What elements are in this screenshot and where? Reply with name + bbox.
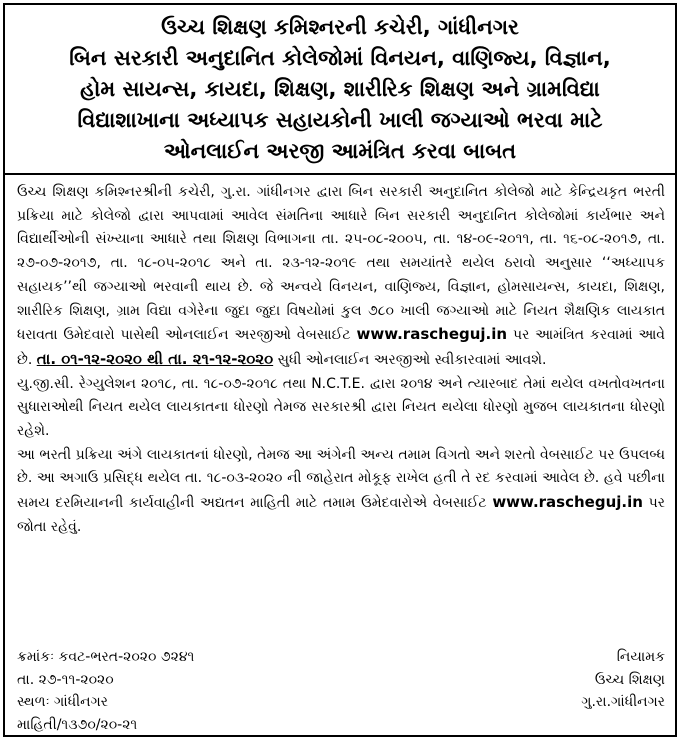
- notice-footer: [17, 646, 665, 736]
- header-office-title: ઉચ્ચ શિક્ષણ કમિશ્નરની કચેરી, ગાંધીનગર: [161, 14, 519, 39]
- paragraph-details: [17, 444, 665, 540]
- header-line-4: વિદ્યાશાખાના અધ્યાપક સહાયકોની ખાલી જગ્યાઓ ભરવા માટે: [77, 107, 603, 132]
- reference-number: ક્રમાંકઃ કવટ-ભરત-૨૦૨૦ ૭૨૪૧: [17, 649, 195, 665]
- website-link[interactable]: www.rascheguj.in: [356, 325, 508, 344]
- paragraph-3-end: પર જોતા રહેવું.: [17, 495, 665, 535]
- paragraph-recruitment: [17, 181, 665, 373]
- advertisement-notice: [3, 3, 677, 737]
- signatory-location: ગુ.રા.ગાંધીનગર: [581, 694, 665, 710]
- notice-body: [5, 175, 675, 540]
- paragraph-3-text: આ ભરતી પ્રક્રિયા અંગે લાયકાતનાં ધોરણો, તેમજ આ અંગેની અન્ય તમામ વિગતો અને શરતો વેબસાઈટ પર ઉપલબ્ધ છે. આ અગાઉ પ્રસિદ્ધ થયેલ તા. ૧૮-૦૩-૨૦૨૦ ની જાહેરાત મોકૂફ રાખેલ હતી તે રદ કરવામાં આવેલ છે. હવે પછીના સમય દરમિયાનની કાર્યવાહીની અદ્યતન માહિતી માટે તમામ ઉમેદવારોએ વેબસાઈટ: [17, 446, 665, 512]
- footer-row-4: [17, 714, 665, 737]
- header-line-3: હોમ સાયન્સ, કાયદા, શિક્ષણ, શારીરિક શિક્ષણ અને ગ્રામવિદ્યા: [80, 76, 600, 101]
- footer-row-1: [17, 646, 665, 669]
- application-date-range: તા. ૦૧-૧૨-૨૦૨૦ થી તા. ૨૧-૧૨-૨૦૨૦: [36, 349, 274, 368]
- information-number: માહિતી/૧૩૭૦/૨૦-૨૧: [17, 716, 138, 733]
- footer-row-3: [17, 691, 665, 714]
- footer-row-2: [17, 669, 665, 692]
- paragraph-1-text: ઉચ્ચ શિક્ષણ કમિશ્નરશ્રીની કચેરી, ગુ.રા. ગાંધીનગર દ્વારા બિન સરકારી અનુદાનિત કોલેજો માટે કેન્દ્રિયકૃત ભરતી પ્રક્રિયા માટે કોલેજો દ્વારા આપવામાં આવેલ સંમતિના આધારે બિન સરકારી અનુદાનિત કોલેજોમાં કાર્યભાર અને વિદ્યાર્થીઓની સંખ્યાના આધારે તથા શિક્ષણ વિભાગના તા. ૨૫-૦૮-૨૦૦૫, તા. ૧૪-૦૯-૨૦૧૧, તા. ૧૬-૦૮-૨૦૧૭, તા. ૨૭-૦૭-૨૦૧૭, તા. ૧૮-૦૫-૨૦૧૮ અને તા. ૨૩-૧૨-૨૦૧૯ તથા સમયાંતરે થયેલ ઠરાવો અનુસાર ‘‘અધ્યાપક સહાયક’’થી જગ્યાઓ ભરવાની થાય છે. જે અન્વયે વિનયન, વાણિજ્ય, વિજ્ઞાન, હોમસાયન્સ, કાયદા, શિક્ષણ, શારીરિક શિક્ષણ, ગ્રામ વિદ્યા વગેરેના જુદા જુદા વિષયોમાં કુલ ૭૮૦ ખાલી જગ્યાઓ માટે નિયત શૈક્ષણિક લાયકાત ધરાવતા ઉમેદવારો પાસેથી ઓનલાઈન અરજીઓ વેબસાઈટ: [17, 184, 665, 344]
- header-line-2: બિન સરકારી અનુદાનિત કોલેજોમાં વિનયન, વાણિજ્ય, વિજ્ઞાન,: [69, 45, 611, 70]
- notice-date: તા. ૨૭-૧૧-૨૦૨૦: [17, 671, 114, 688]
- signatory-title: નિયામક: [616, 649, 665, 665]
- notice-header: [5, 5, 675, 175]
- paragraph-qualification: યુ.જી.સી. રેગ્યુલેશન ૨૦૧૮, તા. ૧૮-૦૭-૨૦૧૮ તથા N.C.T.E. દ્વારા ૨૦૧૪ અને ત્યારબાદ તેમાં થયેલ વખતોવખતના સુધારાઓથી નિયત થયેલ લાયકાતના ધોરણો તેમજ સરકારશ્રી દ્વારા નિયત થયેલા ધોરણો મુજબ લાયકાતના ધોરણો રહેશે.: [17, 375, 665, 440]
- paragraph-1-end: સુધી ઓનલાઈન અરજીઓ સ્વીકારવામાં આવશે.: [277, 351, 547, 368]
- header-line-5: ઓનલાઈન અરજી આમંત્રિત કરવા બાબત: [163, 138, 517, 163]
- signatory-department: ઉચ્ચ શિક્ષણ: [594, 671, 665, 688]
- website-link-2[interactable]: www.rascheguj.in: [492, 493, 643, 512]
- paragraph-1-mid: પર આમંત્રિત કરવામાં આવે છે.: [17, 327, 665, 368]
- notice-place: સ્થળઃ ગાંધીનગર: [17, 694, 108, 710]
